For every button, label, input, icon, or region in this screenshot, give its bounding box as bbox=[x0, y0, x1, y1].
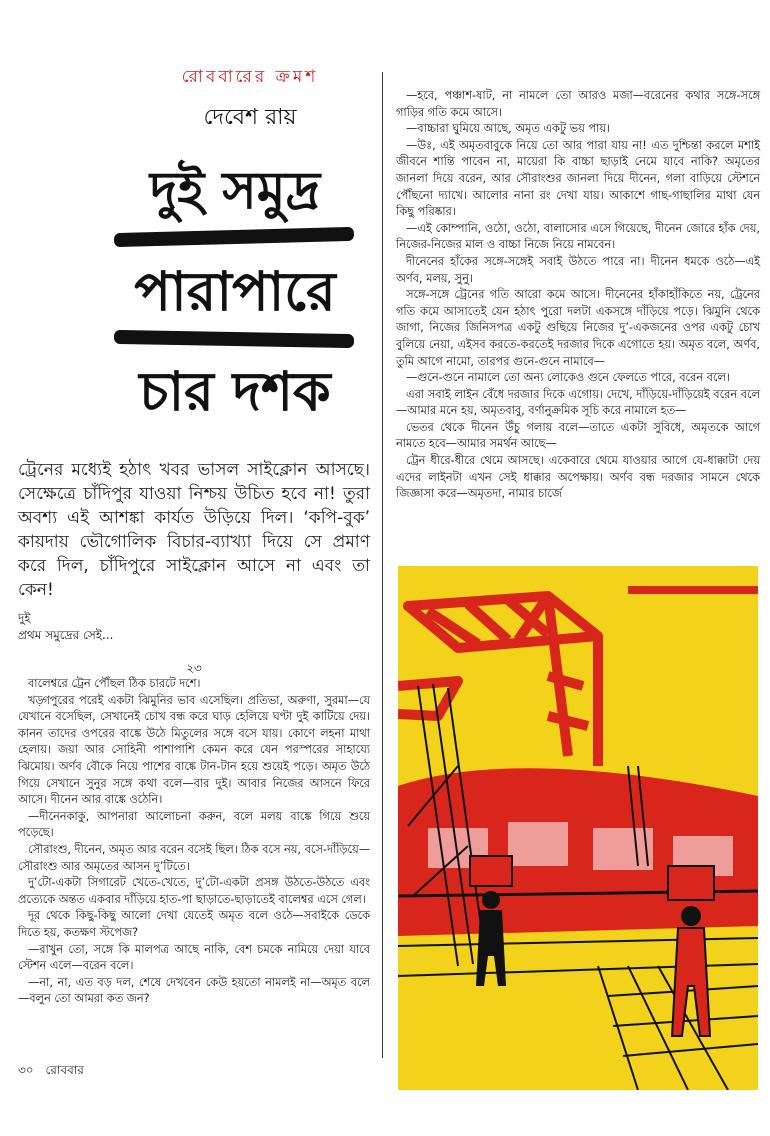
body-column-right bbox=[396, 88, 760, 503]
title-brush-stroke bbox=[114, 330, 354, 348]
column-divider bbox=[382, 72, 383, 1058]
intro-paragraph: ট্রেনের মধ্যেই হঠাৎ খবর ভাসল সাইক্লোন আসছে। সেক্ষেত্রে চাঁদিপুর যাওয়া নিশ্চয় উচিত হবে না! তুরা অবশ্য এই আশঙ্কা কার্যত উড়িয়ে দিল। ‘কপি-বুক’ কায়দায় ভৌগোলিক বিচার-ব্যাখ্যা দিয়ে সে প্রমাণ করে দিল, চাঁদিপুরে সাইক্লোন আসে না এবং তা কেন! bbox=[18, 460, 370, 600]
title-line-2: পারাপারে bbox=[134, 260, 336, 323]
section-heading bbox=[18, 610, 370, 644]
title-line-3: চার দশক bbox=[139, 360, 331, 423]
page-footer bbox=[18, 1062, 84, 1082]
paragraph: —না, না, এত বড় দল, শেষে দেখবেন কেউ হয়তো নামলই না—অমৃত বলে—বলুন তো আমরা কত জন? bbox=[18, 975, 370, 1006]
red-train bbox=[398, 768, 758, 936]
paragraph: —রাখুন তো, সঙ্গে কি মালপত্র আছে নাকি, বেশ চমকে নামিয়ে দেয়া যাবে স্টেশন এলে—বরেন বলে। bbox=[18, 942, 370, 973]
paragraph: ভেতর থেকে দীনেন উঁচু গলায় বলে—তাতে একটা সুবিধে, অমৃতকে আগে নামতে হবে—আমার সমর্থন আছে— bbox=[396, 420, 760, 451]
paragraph: সৌরাংশু, দীনেন, অমৃত আর বরেন বসেই ছিল। ঠিক বসে নয়, বসে-দাঁড়িয়ে—সৌরাংশু আর অমৃতের আসন দু’টিতে। bbox=[18, 842, 370, 873]
paragraph: দূর থেকে কিছু-কিছু আলো দেখা যেতেই অমৃত বলে ওঠে—সবাইকে ডেকে দিতে হয়, কতক্ষণ স্টপেজ? bbox=[18, 909, 370, 939]
paragraph: খড়্গপুরের পরেই একটা ঝিমুনির ভাব এসেছিল। প্রতিভা, অরুণা, সুরমা—যে যেখানে বসেছিল, সেখানেই চোখ বন্ধ করে ঘাড় হেলিয়ে ঘণ্টা দুই কাটিয়ে দেয়। কানন তাদের ওপরের বাঙ্কে উঠে মিতুলের সঙ্গে বসে যায়। কোণে লহনা মাথা হেলায়। জয়া আর সোহিনী পাশাপাশি কেমন করে যেন পরস্পরের সাহায্যে ঝিমোয়। অর্ণব বৌকে নিয়ে পাশের বাঙ্কে টান-টান হয়ে শুয়েই পড়ে। অমৃত উঠে গিয়ে সেখানে সুনুর সঙ্গে কথা বলে—বার দুই। আবার নিজের আসনে ফিরে আসে। দীনেন আর বাঙ্কে ওঠেনি। bbox=[18, 693, 370, 807]
paragraph: সঙ্গে-সঙ্গে ট্রেনের গতি আরো কমে আসে। দীনেনের হাঁকাহাঁকিতে নয়, ট্রেনের গতি কমে আসাতেই যেন হঠাৎ পুরো দলটা একসঙ্গে দাঁড়িয়ে পড়ে। ঝিমুনি থেকে জাগা, নিজের জিনিসপত্র একটু গুছিয়ে নিজের দু’-একজনের ওপর একটু চোখ বুলিয়ে নেয়া, এইসব করতে-করতেই দরজার দিকে এগোতে হয়। অমৃত বলে, অর্ণব, তুমি আগে নামো, তারপর গুনে-গুনে নামাবে— bbox=[396, 288, 760, 368]
paragraph: দু’টো-একটা সিগারেট খেতে-খেতে, দু’টো-একটা প্রসঙ্গ উঠতে-উঠতে এবং প্রত্যেকে অন্তত একবার দাঁড়িয়ে হাত-পা ছাড়াতে-ছাড়াতেই বালেশ্বর এসে গেল। bbox=[18, 876, 370, 906]
series-label: রোববারের ক্রমশ bbox=[181, 67, 319, 87]
body-column-left bbox=[18, 676, 370, 1008]
title-line-1: দুই সমুদ্র bbox=[149, 161, 321, 221]
paragraph: বালেশ্বরে ট্রেন পৌঁছল ঠিক চারটে দশে। bbox=[28, 677, 201, 690]
paragraph: —গুনে-গুনে নামালে তো অন্য লোকেও গুনে ফেলতে পারে, বরেন বলে। bbox=[406, 371, 730, 385]
paragraph: দীনেনের হাঁকের সঙ্গে-সঙ্গেই সবাই উঠতে পারে না। দীনেন ধমকে ওঠে—এই অর্ণব, মলয়, সুনু। bbox=[396, 254, 760, 285]
paragraph: —উঃ, এই অমৃতবাবুকে নিয়ে তো আর পারা যায় না! এত দুশ্চিন্তা করলে মশাই জীবনে শান্তি পাবেন না, মায়েরা কি বাচ্চা ছাড়াই নেমে যাবে নাকি? অমৃতের জানলা দিয়ে বরেন, আর সৌরাংশুর জানলা দিয়ে দীনেন, গলা বাড়িয়ে স্টেশনে পৌঁছনো দ্যাখে। আলোর নানা রং দেখা যায়। আকাশে গাছ-গাছালির মাথা যেন কিছু পরিষ্কার। bbox=[396, 138, 760, 219]
paragraph: এরা সবাই লাইন বেঁধে দরজার দিকে এগোয়। দেখে, দাঁড়িয়ে-দাঁড়িয়েই বরেন বলে—আমার মনে হয়, অমৃতবাবু, বর্ণানুক্রমিক সূচি করে নামালে হত— bbox=[396, 387, 760, 418]
section-label: দুই bbox=[18, 611, 31, 625]
paragraph: —হবে, পঞ্চাশ-ষাট, না নামলে তো আরও মজা—বরেনের কথার সঙ্গে-সঙ্গে গাড়ির গতি কমে আসে। bbox=[396, 89, 760, 119]
page-number: ৩০ bbox=[18, 1063, 34, 1077]
magazine-name: রোববার bbox=[45, 1063, 84, 1077]
paragraph: ট্রেন ধীরে-ধীরে থেমে আসছে। একেবারে থেমে যাওয়ার আগে যে-ধাক্কাটা দেয় এদের লাইনটা এখন সেই ধাক্কার অপেক্ষায়। অর্ণব বন্ধ দরজার সামনে থেকে জিজ্ঞাসা করে—অমৃতদা, নামার চার্জে bbox=[396, 454, 760, 501]
train-station-illustration bbox=[398, 566, 758, 1090]
section-subtitle: প্রথম সমুদ্রের সেই... bbox=[18, 628, 114, 642]
chapter-number: ২৩ bbox=[186, 661, 202, 675]
paragraph: —এই কোম্পানি, ওঠো, ওঠো, বালাসোর এসে গিয়েছে, দীনেন জোরে হাঁক দেয়, নিজের-নিজের মাল ও বাচ্চা নিজে নিয়ে নামবেন। bbox=[396, 221, 760, 252]
paragraph: —বাচ্চারা ঘুমিয়ে আছে, অমৃত একটু ভয় পায়। bbox=[406, 122, 610, 136]
title-block bbox=[100, 150, 370, 440]
paragraph: —দীনেনকাকু, আপনারা আলোচনা করুন, বলে মলয় বাঙ্কে গিয়ে শুয়ে পড়েছে। bbox=[18, 809, 370, 840]
author-name: দেবেশ রায় bbox=[203, 105, 297, 130]
